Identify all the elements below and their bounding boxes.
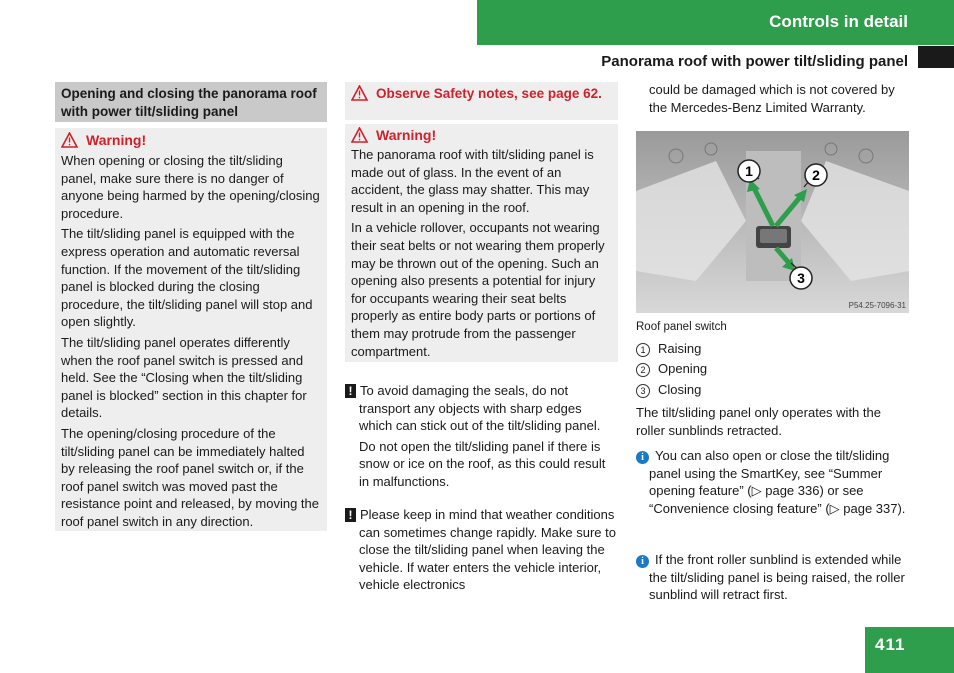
warning-title: Warning! xyxy=(86,132,147,148)
info-note xyxy=(636,551,909,604)
note-text: ! Please keep in mind that weather conditions can sometimes change rapidly. Make sure to close the tilt/sliding panel when leaving the vehicle. If water enters the vehicle interior, vehicle electronics xyxy=(345,506,618,594)
note-text: Do not open the tilt/sliding panel if there is snow or ice on the roof, as this could result in malfunctions. xyxy=(359,438,606,489)
safety-note-link[interactable]: Observe Safety notes, see page 62. xyxy=(376,86,602,101)
callout-2: 2 xyxy=(812,167,820,183)
page-subtitle: Panorama roof with power tilt/sliding panel xyxy=(601,53,908,70)
legend-item: 1 Raising xyxy=(636,340,909,358)
section-title: Controls in detail xyxy=(769,12,908,31)
warning-header xyxy=(345,124,618,146)
callout-3: 3 xyxy=(797,270,805,286)
warning-triangle-icon xyxy=(351,85,368,101)
continued-text: could be damaged which is not covered by the Mercedes-Benz Limited Warranty. xyxy=(649,82,895,115)
safety-note-box xyxy=(345,82,618,120)
warning-box xyxy=(345,124,618,362)
legend-number: 2 xyxy=(636,363,650,377)
info-icon: i xyxy=(636,451,649,464)
legend-number: 3 xyxy=(636,384,650,398)
info-icon: i xyxy=(636,555,649,568)
warning-triangle-icon xyxy=(351,127,368,143)
body-paragraph: The tilt/sliding panel only operates with the roller sunblinds retracted. xyxy=(636,405,881,438)
warning-title: Warning! xyxy=(376,127,437,143)
warning-header xyxy=(55,128,327,152)
warning-paragraph: The opening/closing procedure of the tilt/sliding panel can be immediately halted by releasing the roof panel switch or, if the roof panel switch was moved past the resistance point and released, by moving the roof panel switch in any direction. xyxy=(61,425,319,529)
warning-paragraph: The panorama roof with tilt/sliding panel is made out of glass. In the event of an accident, the glass may shatter. This may result in an opening in the roof. xyxy=(351,147,594,215)
thumb-tab xyxy=(918,46,954,68)
warning-triangle-icon xyxy=(61,132,78,148)
info-text: i You can also open or close the tilt/sliding panel using the SmartKey, see “Summer opening feature” (▷ page 336) or see “Convenience closing feature” (▷ page 337). xyxy=(636,447,909,517)
warning-box xyxy=(55,128,327,531)
image-code: P54.25-7096-31 xyxy=(848,301,906,310)
image-caption-block xyxy=(636,319,909,440)
warning-paragraph: The tilt/sliding panel is equipped with the express operation and automatic reversal function. If the movement of the tilt/sliding panel is blocked during the closing procedure, the tilt/sliding panel will stop and open slightly. xyxy=(61,226,313,330)
roof-panel-switch-image xyxy=(636,131,909,313)
legend-number: 1 xyxy=(636,343,650,357)
section-heading-box xyxy=(55,82,327,122)
warning-paragraph: The tilt/sliding panel operates differently when the roof panel switch is pressed and held. See the “Closing when the tilt/sliding panel is blocked” section in this chapter for details. xyxy=(61,334,307,421)
info-note xyxy=(636,447,909,517)
page-number: 411 xyxy=(875,635,906,654)
exclamation-icon: ! xyxy=(345,508,356,522)
safety-note xyxy=(345,82,618,106)
damage-note xyxy=(345,382,618,491)
exclamation-icon: ! xyxy=(345,384,356,398)
image-caption: Roof panel switch xyxy=(636,321,727,333)
note-text: ! To avoid damaging the seals, do not transport any objects with sharp edges which can stick out of the tilt/sliding panel. xyxy=(345,382,618,435)
warning-paragraph: In a vehicle rollover, occupants not wearing their seat belts or not wearing them properly may be thrown out of the opening. Such an opening also presents a potential for injury for occupants wearing their seat belts properly as entire body parts or portions of them may protrude from the passenger compartment. xyxy=(351,220,605,359)
legend-item: 3 Closing xyxy=(636,381,909,399)
callout-1: 1 xyxy=(745,163,753,179)
legend-item: 2 Opening xyxy=(636,360,909,378)
weather-note xyxy=(345,506,618,594)
section-heading: Opening and closing the panorama roof with power tilt/sliding panel xyxy=(61,86,317,119)
warning-paragraph: When opening or closing the tilt/sliding panel, make sure there is no danger of anyone being harmed by the opening/closing procedure. xyxy=(61,153,320,221)
info-text: i If the front roller sunblind is extended while the tilt/sliding panel is being raised, the roller sunblind will retract first. xyxy=(636,551,909,604)
continued-text-block xyxy=(636,81,909,116)
